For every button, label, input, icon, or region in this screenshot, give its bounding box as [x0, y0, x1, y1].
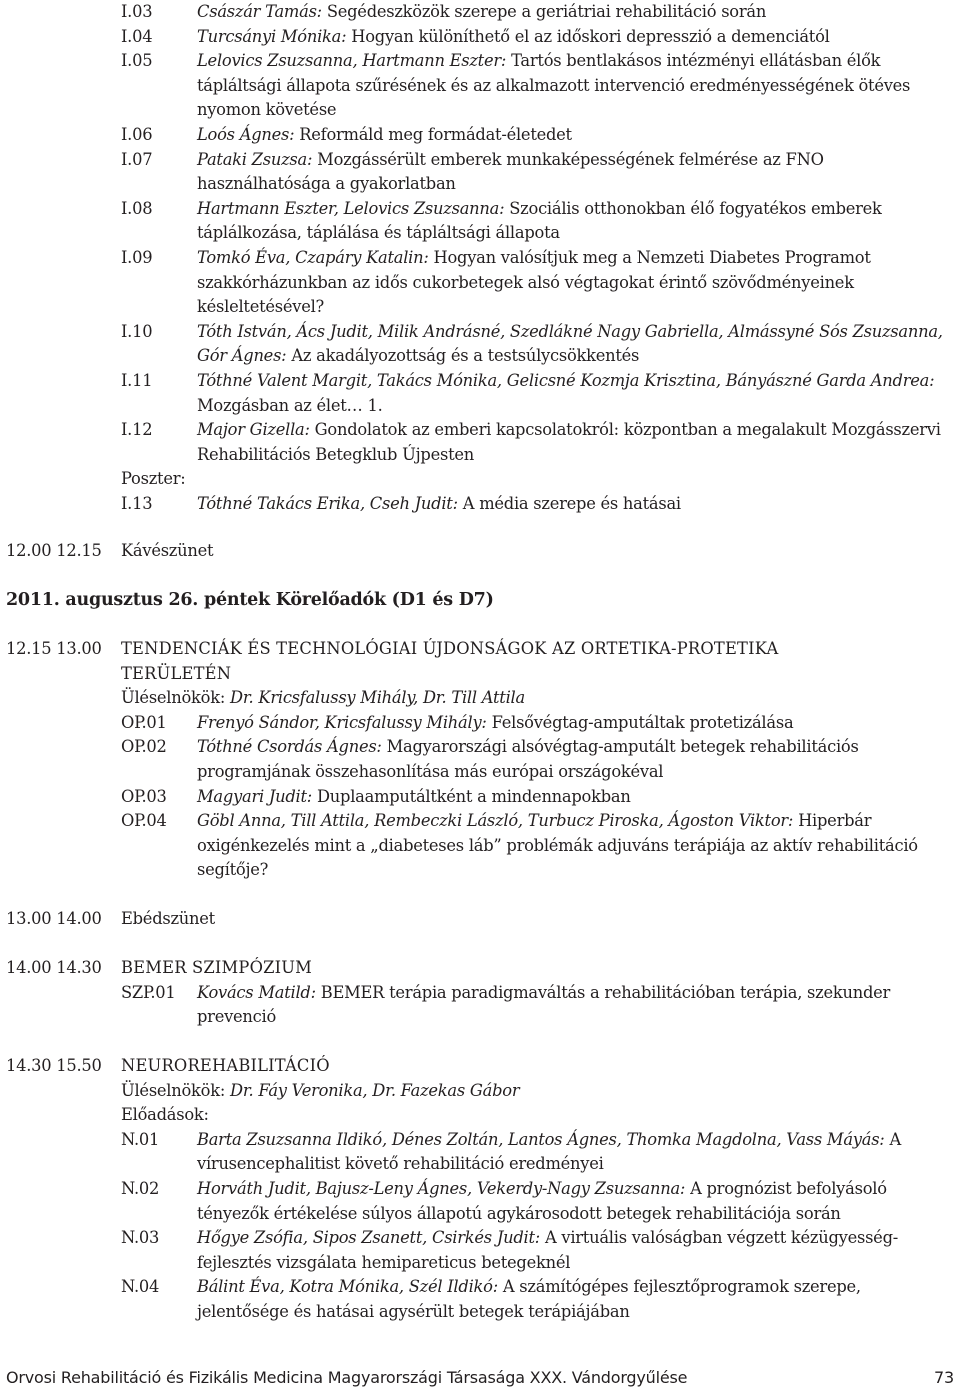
program-entry	[121, 981, 956, 1030]
entry-code: OP.03	[121, 786, 167, 806]
entry-title: BEMER terápia paradigmaváltás a rehabilitációban terápia, szekunder prevenció	[197, 982, 891, 1027]
break-time: 13.00 14.00	[6, 909, 102, 928]
chairs-names: Dr. Fáy Veronika, Dr. Fazekas Gábor	[230, 1080, 520, 1100]
entry-code: I.13	[121, 494, 153, 513]
entry-code: I.09	[121, 248, 153, 267]
entry-code: I.05	[121, 51, 153, 71]
program-entry	[121, 1226, 956, 1275]
program-entry	[121, 785, 956, 810]
entry-title: A prognózist befolyásoló tényezők értékelése súlyos állapotú agykárosodott betegek rehabilitációja során	[197, 1179, 887, 1223]
entry-title: Gondolatok az emberi kapcsolatokról: központban a megalakult Mozgásszervi Rehabilitációs Betegklub Újpesten	[197, 420, 941, 464]
block-title: NEUROREHABILITÁCIÓ	[121, 1056, 330, 1075]
entry-authors: Tóthné Takács Erika, Cseh Judit:	[197, 494, 458, 513]
entry-title: Reformáld meg formádat-életedet	[299, 125, 572, 144]
entry-authors: Major Gizella:	[197, 420, 310, 440]
entry-title: Segédeszközök szerepe a geriátriai rehabilitáció során	[326, 2, 767, 21]
poster-label: Poszter:	[121, 469, 186, 489]
program-entry	[121, 123, 956, 148]
entry-title: Tartós bentlakásos intézményi ellátásban élők tápláltsági állapota szűrésének és az alkalmazott intervenció eredményességének ötéves nyomon követése	[197, 51, 911, 120]
entry-authors: Horváth Judit, Bajusz-Leny Ágnes, Vekerdy-Nagy Zsuzsanna:	[197, 1179, 686, 1198]
footer-text: Orvosi Rehabilitáció és Fizikális Medicina Magyarországi Társasága XXX. Vándorgyűlése	[6, 1368, 688, 1387]
entry-authors: Császár Tamás:	[197, 2, 322, 21]
entry-title: Duplaamputáltként a mindennapokban	[316, 786, 631, 806]
program-entry	[121, 418, 956, 467]
entry-title: Az akadályozottság és a testsúlycsökkentés	[291, 346, 640, 366]
entry-authors: Magyari Judit:	[197, 786, 313, 806]
entry-title: Felsővégtag-amputáltak protetizálása	[491, 712, 794, 732]
entry-code: I.11	[121, 371, 153, 390]
program-entry	[121, 1177, 956, 1226]
block-title: TENDENCIÁK ÉS TECHNOLÓGIAI ÚJDONSÁGOK AZ ORTETIKA-PROTETIKA	[121, 639, 779, 658]
page-number: 73	[934, 1368, 954, 1387]
program-entry	[121, 369, 956, 418]
program-entry	[121, 809, 956, 883]
entry-code: I.10	[121, 321, 153, 341]
entry-authors: Frenyó Sándor, Kricsfalussy Mihály:	[197, 712, 487, 732]
page-footer	[6, 1367, 954, 1389]
entry-code: N.01	[121, 1129, 160, 1149]
entry-authors: Kovács Matild:	[197, 982, 316, 1002]
entry-code: I.12	[121, 420, 153, 440]
block-title: BEMER SZIMPÓZIUM	[121, 958, 313, 977]
entry-title: A média szerepe és hatásai	[462, 494, 681, 513]
entry-title: A virtuális valóságban végzett kézügyesség-fejlesztés vizsgálata hemipareticus betegeknél	[197, 1228, 898, 1272]
chairs-label: Üléselnökök:	[121, 1080, 226, 1100]
block-time: 12.15 13.00	[6, 639, 102, 658]
program-entry	[121, 711, 956, 736]
program-entry	[121, 320, 956, 369]
entry-code: N.03	[121, 1228, 160, 1248]
entry-authors: Hőgye Zsófia, Sipos Zsanett, Csirkés Judit:	[197, 1228, 540, 1248]
day-heading: 2011. augusztus 26. péntek Körelőadók (D1 és D7)	[6, 590, 494, 610]
program-entry	[121, 25, 956, 50]
entry-authors: Tóthné Valent Margit, Takács Mónika, Gelicsné Kozmja Krisztina, Bányászné Garda Andrea:	[197, 371, 935, 390]
program-entry	[121, 49, 956, 123]
entry-authors: Loós Ágnes:	[197, 125, 295, 144]
entry-code: I.03	[121, 2, 153, 21]
talks-label: Előadások:	[121, 1105, 209, 1125]
entry-code: I.06	[121, 125, 153, 144]
break-label: Ebédszünet	[121, 909, 215, 928]
entry-title: Mozgássérült emberek munkaképességének felmérése az FNO használhatósága a gyakorlatban	[197, 149, 824, 194]
entry-authors: Barta Zsuzsanna Ildikó, Dénes Zoltán, Lantos Ágnes, Thomka Magdolna, Vass Máyás:	[197, 1129, 885, 1149]
entry-code: N.04	[121, 1277, 160, 1297]
entry-code: I.08	[121, 198, 153, 218]
block-title-cont: TERÜLETÉN	[121, 663, 232, 683]
entry-title: Hogyan valósítjuk meg a Nemzeti Diabetes Programot szakkórházunkban az idős cukorbetegek alsó végtagokat érintő szövődményeinek késleltetésével?	[197, 248, 871, 317]
chairs	[121, 1079, 519, 1104]
entry-code: OP.02	[121, 737, 167, 757]
entry-code: I.07	[121, 149, 153, 169]
entry-code: OP.01	[121, 712, 167, 732]
entry-authors: Pataki Zsuzsa:	[197, 149, 313, 169]
entry-title: Magyarországi alsóvégtag-amputált betegek rehabilitációs programjának összehasonlítása más európai országokéval	[197, 737, 859, 781]
block-time: 14.00 14.30	[6, 958, 102, 977]
entry-title: Mozgásban az élet… 1.	[197, 395, 383, 415]
entry-title: A vírusencephalitist követő rehabilitáció eredményei	[197, 1129, 901, 1174]
program-entry	[121, 735, 956, 784]
chairs	[121, 686, 525, 711]
entry-title: A számítógépes fejlesztőprogramok szerepe, jelentősége és hatásai agysérült betegek terápiájában	[197, 1277, 861, 1321]
program-entry	[121, 0, 956, 25]
entry-authors: Tóthné Csordás Ágnes:	[197, 737, 382, 757]
program-entry	[121, 1128, 956, 1177]
entry-authors: Turcsányi Mónika:	[197, 26, 347, 46]
program-entry	[121, 246, 956, 320]
program-entry	[121, 148, 956, 197]
break-label: Kávészünet	[121, 541, 214, 560]
entry-authors: Bálint Éva, Kotra Mónika, Szél Ildikó:	[197, 1277, 498, 1297]
block-time: 14.30 15.50	[6, 1056, 102, 1075]
entry-code: SZP.01	[121, 982, 176, 1002]
entry-authors: Hartmann Eszter, Lelovics Zsuzsanna:	[197, 198, 505, 218]
entry-code: I.04	[121, 26, 153, 46]
program-entry	[121, 197, 956, 246]
chairs-names: Dr. Kricsfalussy Mihály, Dr. Till Attila	[230, 688, 525, 708]
entry-title: Hogyan különíthető el az időskori depresszió a demenciától	[351, 26, 830, 46]
break-time: 12.00 12.15	[6, 541, 102, 560]
entry-authors: Tóth István, Ács Judit, Milik Andrásné, Szedlákné Nagy Gabriella, Almássyné Sós Zsuzsanna, Gór Ágnes:	[197, 321, 943, 366]
entry-authors: Tomkó Éva, Czapáry Katalin:	[197, 248, 429, 267]
entry-code: N.02	[121, 1179, 160, 1198]
entry-title: Szociális otthonokban élő fogyatékos emberek táplálkozása, táplálása és tápláltsági állapota	[197, 198, 882, 243]
entry-authors: Göbl Anna, Till Attila, Rembeczki László, Turbucz Piroska, Ágoston Viktor:	[197, 811, 794, 831]
poster-entry	[121, 492, 956, 517]
entry-title: Hiperbár oxigénkezelés mint a „diabeteses láb” problémák adjuváns terápiája az aktív rehabilitáció segítője?	[197, 811, 918, 880]
entry-authors: Lelovics Zsuzsanna, Hartmann Eszter:	[197, 51, 507, 71]
program-entry	[121, 1275, 956, 1324]
entry-code: OP.04	[121, 811, 167, 831]
chairs-label: Üléselnökök:	[121, 688, 226, 708]
